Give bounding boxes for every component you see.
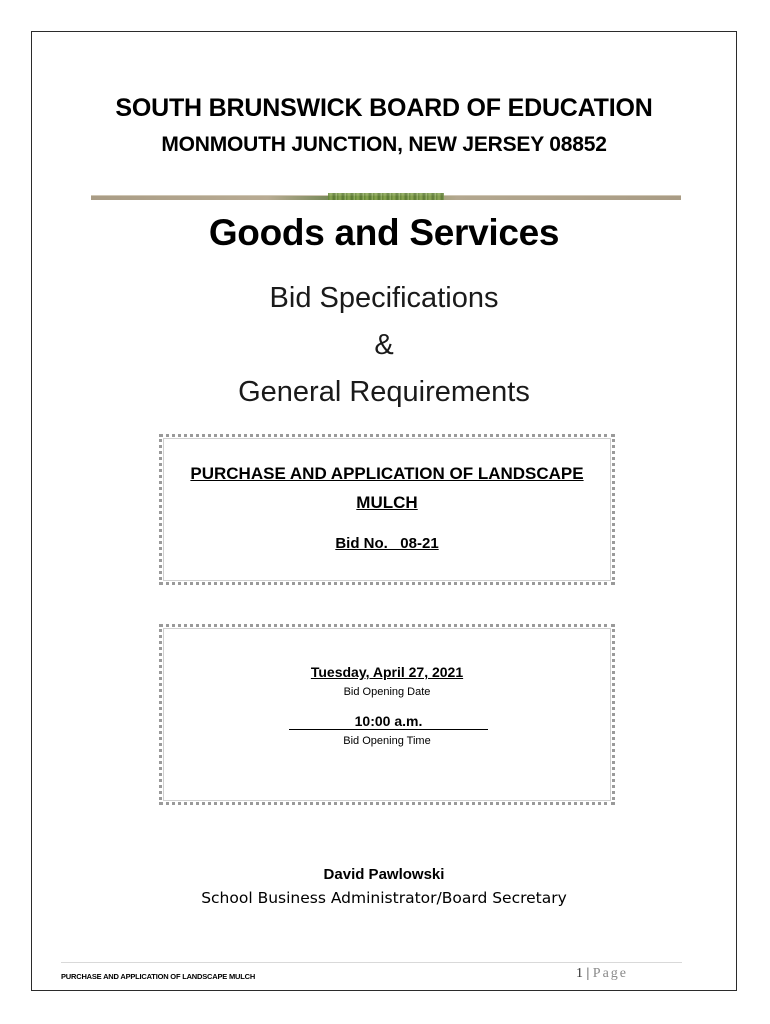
page-title: Goods and Services — [208, 212, 560, 253]
page-number: 1 — [575, 966, 583, 981]
organization-address: MONMOUTH JUNCTION, NEW JERSEY 08852 — [161, 133, 607, 156]
bid-opening-time-label: Bid Opening Time — [343, 735, 431, 747]
bid-title: PURCHASE AND APPLICATION OF LANDSCAPE MULCH — [190, 464, 584, 512]
bid-opening-date: Tuesday, April 27, 2021 — [310, 664, 464, 680]
footer-document-title: PURCHASE AND APPLICATION OF LANDSCAPE MULCH — [61, 972, 256, 981]
bid-opening-time: 10:00 a.m. — [289, 713, 488, 730]
page-word: Page — [592, 966, 628, 981]
organization-name: SOUTH BRUNSWICK BOARD OF EDUCATION — [115, 94, 653, 122]
signer-title: School Business Administrator/Board Secretary — [201, 889, 567, 907]
document-page — [31, 31, 737, 991]
divider-accent — [328, 193, 444, 200]
signer-name: David Pawlowski — [323, 866, 445, 883]
footer-page-indicator — [576, 966, 628, 982]
page-separator: | — [582, 966, 593, 981]
bid-number: Bid No. 08-21 — [335, 535, 439, 552]
subtitle-general-requirements: General Requirements — [238, 376, 530, 408]
bid-info-box — [159, 434, 615, 585]
subtitle-bid-specifications: Bid Specifications — [269, 282, 499, 314]
footer-divider — [61, 962, 682, 963]
bid-opening-date-label: Bid Opening Date — [343, 686, 431, 698]
bid-opening-box — [159, 624, 615, 805]
subtitle-ampersand: & — [374, 329, 394, 361]
